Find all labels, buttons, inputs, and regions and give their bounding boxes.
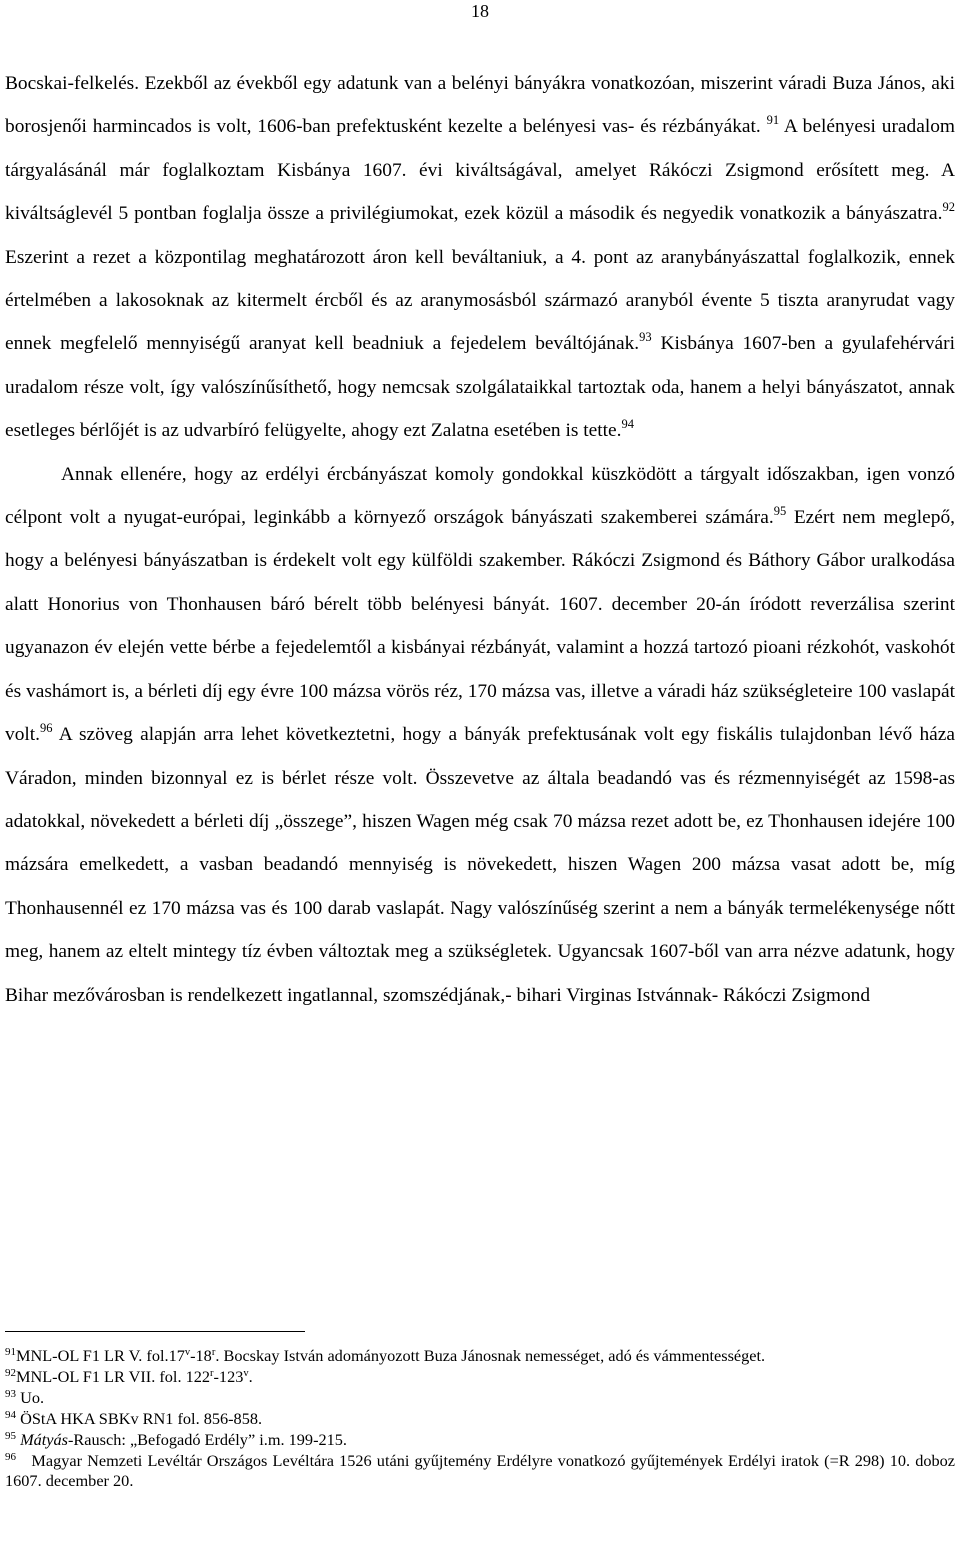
paragraph-text: A szöveg alapján arra lehet következtetni, hogy a bányák prefektusának volt egy fiskális tulajdonban lévő háza Váradon, minden bizonnyal ez is bérlet része volt. Összevetve az általa beadandó vas és rézmennyiségét az 1598-as adatokkal, növekedett a bérleti díj „összege”, hiszen Wagen még csak 70 mázsa rezet adott be, ez Thonhausen idejére 100 mázsára emelkedett, a vasban beadandó mennyiség is növekedett, hiszen Wagen 200 mázsa vasat adott be, míg Thonhausennél ez 170 mázsa vas és 100 darab vaslapát. Nagy valószínűség szerint a nem a bányák termelékenysége nőtt meg, hanem az eltelt mintegy tíz évben változtak meg a szükségletek. Ugyancsak 1607-ből van arra nézve adatunk, hogy Bihar mezővárosban is rendelkezett ingatlannal, szomszédjának,- bihari Virginas Istvánnak- Rákóczi Zsigmond	[5, 724, 955, 1006]
paragraph-text: A belényesi uradalom tárgyalásánál már foglalkoztam Kisbánya 1607. évi kiváltságával, amelyet Rákóczi Zsigmond erősített meg. A kiváltságlevél 5 pontban foglalja össze a privilégiumokat, ezek közül a második és negyedik vonatkozik a bányászatra.	[5, 116, 955, 225]
footnote-number: 91	[5, 1346, 16, 1358]
footnote-text: -123	[213, 1366, 244, 1386]
footnote-reference[interactable]: 92	[942, 200, 955, 215]
footnote-92	[5, 1367, 955, 1388]
footnote-number: 92	[5, 1366, 16, 1379]
body-text	[5, 62, 955, 1017]
paragraph-text: Ezért nem meglepő, hogy a belényesi bányászatban is érdekelt volt egy külföldi szakember. Rákóczi Zsigmond és Báthory Gábor uralkodása alatt Honorius von Thonhausen báró bérelt több belényesi bányát. 1607. december 20-án íródott reverzálisa szerint ugyanazon év elején vette bérbe a fejedelemtől a kisbányai rézbányát, valamint a hozzá tartozó pioani rézkohót, vaskohót és vashámort is, a bérleti díj egy évre 100 mázsa vörös réz, 170 mázsa vas, illetve a váradi ház szükségleteire 100 vaslapát volt.	[5, 507, 955, 746]
footnote-number: 95	[5, 1429, 16, 1442]
footnote-93	[5, 1388, 955, 1409]
superscript: v	[184, 1347, 191, 1358]
footnote-text: -18	[190, 1346, 212, 1365]
footnote-text: .	[248, 1366, 253, 1386]
paragraph	[5, 453, 955, 1017]
footnote-91	[5, 1346, 955, 1367]
footnote-95	[5, 1430, 955, 1451]
footnote-96	[5, 1450, 960, 1493]
footnote-94	[5, 1409, 955, 1430]
footnote-text: MNL-OL F1 LR V. fol.17	[16, 1346, 185, 1365]
superscript: r	[210, 1367, 214, 1379]
paragraph-text: Bocskai-felkelés. Ezekből az évekből egy adatunk van a belényi bányákra vonatkozóan, miszerint váradi Buza János, aki borosjenői harmincados is volt, 1606-ban prefektusként kezelte a belényesi vas- és rézbányákat.	[5, 73, 955, 138]
footnote-separator	[5, 1331, 305, 1332]
footnote-text: . Bocskay István adományozott Buza Jánosnak nemességet, adó és vámmentességet.	[215, 1346, 766, 1365]
footnote-author: Mátyás	[20, 1429, 69, 1449]
footnote-number: 93	[5, 1387, 16, 1400]
page-number: 18	[471, 1, 489, 21]
paragraph-text: Eszerint a rezet a központilag meghatározott áron kell beváltaniuk, a 4. pont az aranybányászattal foglalkozik, ennek értelmében a lakosoknak az kitermelt ércből és az aranymosásból származó aranyból évente 5 tiszta aranyrudat vagy ennek megfelelő mennyiségű aranyat kell beadniuk a fejedelem beváltójának.	[5, 246, 955, 355]
footnote-text: -Rausch: „Befogadó Erdély” i.m. 199-215.	[68, 1429, 347, 1449]
footnote-reference[interactable]: 93	[639, 330, 652, 345]
footnote-reference[interactable]: 91	[766, 113, 780, 128]
superscript: v	[243, 1367, 249, 1379]
paragraph-text: Annak ellenére, hogy az erdélyi ércbányászat komoly gondokkal küszködött a tárgyalt időszakban, igen vonzó célpont volt a nyugat-európai, leginkább a környező országok bányászati szakemberei számára.	[5, 463, 955, 529]
paragraph	[5, 62, 955, 453]
footnote-number: 94	[5, 1408, 16, 1421]
footnotes	[5, 1346, 960, 1492]
footnote-number: 96	[5, 1450, 16, 1463]
footnote-text: MNL-OL F1 LR VII. fol. 122	[16, 1366, 211, 1386]
footnote-reference[interactable]: 95	[773, 504, 787, 519]
footnote-reference[interactable]: 96	[40, 721, 53, 736]
footnote-text: Uo.	[16, 1387, 45, 1407]
footnote-reference[interactable]: 94	[621, 417, 634, 432]
footnote-text: Magyar Nemzeti Levéltár Országos Levéltára 1526 utáni gyűjtemény Erdélyre vonatkozó gyűjtemények Erdélyi iratok (=R 298) 10. doboz 1607. december 20.	[5, 1450, 960, 1491]
footnote-text: ÖStA HKA SBKv RN1 fol. 856-858.	[16, 1408, 263, 1428]
superscript: r	[211, 1347, 216, 1358]
paragraph-text: Kisbánya 1607-ben a gyulafehérvári uradalom része volt, így valószínűsíthető, hogy nemcsak szolgálataikkal tartoztak oda, hanem a helyi bányászatot, annak esetleges bérlőjét is az udvarbíró felügyelte, ahogy ezt Zalatna esetében is tette.	[5, 333, 955, 442]
